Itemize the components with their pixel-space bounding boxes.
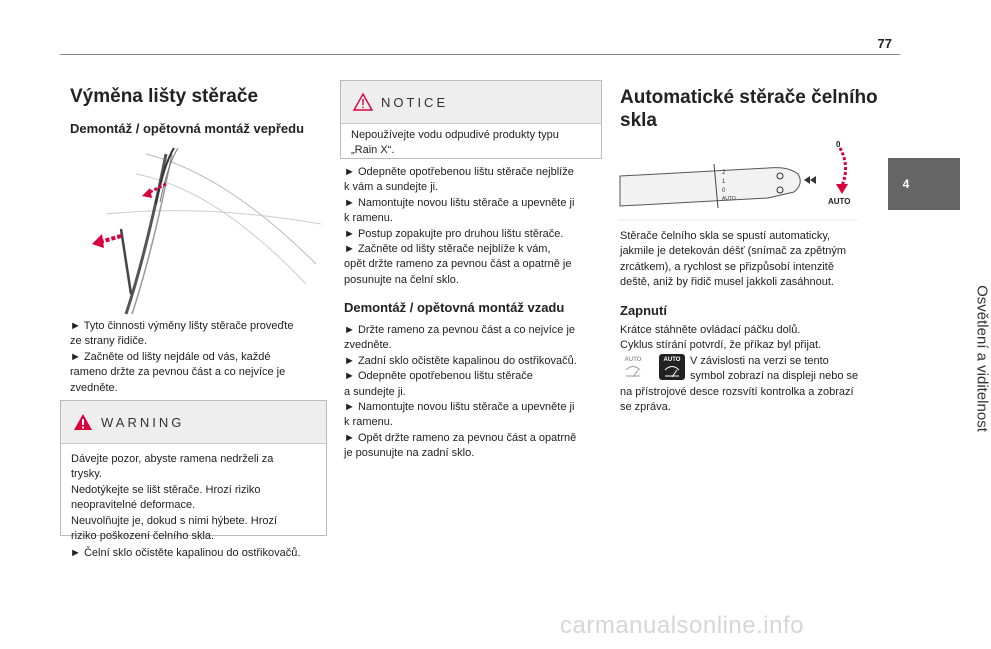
text-line: na přístrojové desce rozsvítí kontrolka a zobrazí (620, 386, 854, 398)
wiper-stalk-illustration (618, 138, 858, 222)
notice-box (340, 80, 602, 159)
text-line: k vám a sundejte ji. (344, 181, 439, 194)
text-line: neopravitelné deformace. (71, 499, 196, 512)
text-line: trysky. (71, 468, 102, 481)
warning-body (61, 444, 326, 552)
auto-wiper-filled-icon (659, 354, 685, 380)
title-line: skla (620, 110, 657, 131)
watermark: carmanualsonline.info (560, 612, 804, 639)
text-line: ► Držte rameno za pevnou část a co nejvíce je (344, 324, 575, 336)
symbol-text (620, 385, 885, 416)
text-line: Krátce stáhněte ovládací páčku dolů. (620, 324, 801, 336)
text-line: k ramenu. (344, 416, 393, 429)
title-line: Automatické stěrače čelního (620, 87, 878, 108)
front-steps-part3 (344, 165, 604, 288)
text-line: riziko poškození čelního skla. (71, 530, 215, 543)
text-line: deště, aniž by řidič musel jakkoli zasáhnout. (620, 276, 834, 289)
notice-icon (353, 93, 373, 111)
warning-header (61, 401, 326, 444)
warning-icon (73, 413, 93, 431)
text-line: ► Opět držte rameno za pevnou část a opatrně (344, 431, 577, 444)
text-line: je posunujte na zadní sklo. (344, 447, 475, 460)
text-line: k ramenu. (344, 212, 393, 225)
activation-text (620, 323, 885, 354)
notice-title: NOTICE (381, 94, 449, 110)
svg-text:1: 1 (722, 179, 726, 185)
chapter-tab-number: 4 (902, 177, 910, 191)
notice-header (341, 81, 601, 124)
text-line: ► Zadní sklo očistěte kapalinou do ostřikovačů. (344, 354, 577, 367)
section-title-wiper-replacement: Výměna lišty stěrače (70, 86, 259, 107)
text-line: ► Tyto činnosti výměny lišty stěrače proveďte (70, 320, 294, 332)
text-line: rameno držte za pevnou část a co nejvíce je (70, 366, 286, 379)
symbol-text-inline (690, 354, 885, 385)
text-line: a sundejte ji. (344, 385, 406, 398)
wiper-stalk-drawing (618, 138, 858, 222)
page-number: 77 (877, 36, 892, 51)
text-line: symbol zobrazí na displeji nebo se (690, 370, 859, 383)
text-line: ► Odepněte opotřebenou lištu stěrače nejblíže (344, 166, 574, 178)
text-line: Neuvolňujte je, dokud s nimi hýbete. Hrozí (71, 514, 278, 527)
front-steps-part2: ► Čelní sklo očistěte kapalinou do ostřikovačů. (70, 547, 301, 559)
svg-text:0: 0 (722, 188, 726, 194)
text-line: ► Namontujte novou lištu stěrače a upevněte ji (344, 401, 575, 414)
text-line: Stěrače čelního skla se spustí automaticky, (620, 230, 831, 242)
text-line: Cyklus stírání potvrdí, že příkaz byl přijat. (620, 339, 822, 352)
svg-text:AUTO: AUTO (722, 196, 736, 202)
subtitle-rear: Demontáž / opětovná montáž vzadu (344, 300, 565, 315)
icon-label: AUTO (624, 356, 642, 363)
text-line: V závislosti na verzi se tento (690, 355, 829, 367)
text-line: ► Namontujte novou lištu stěrače a upevněte ji (344, 196, 575, 209)
notice-body (341, 124, 601, 167)
svg-text:2: 2 (722, 170, 726, 176)
subtitle-front: Demontáž / opětovná montáž vepředu (70, 121, 305, 136)
text-line: Dávejte pozor, abyste ramena nedrželi za (71, 453, 274, 465)
auto-wiper-outline-icon (620, 354, 646, 380)
rear-steps (344, 323, 604, 462)
text-line: jakmile je detekován déšť (snímač za zpětným (620, 245, 847, 258)
subtitle-activation: Zapnutí (620, 303, 667, 318)
text-line: zrcátkem), a rychlost se přizpůsobí intenzitě (620, 260, 834, 273)
icon-label: AUTO (663, 356, 681, 363)
front-wiper-illustration (86, 144, 326, 314)
text-line: „Rain X“. (351, 144, 395, 157)
front-steps-part1 (70, 319, 330, 396)
text-line: opět držte rameno za pevnou část a opatrně je (344, 258, 572, 271)
stalk-auto-label: AUTO (828, 197, 851, 206)
chapter-label: Osvětlení a viditelnost (973, 285, 991, 432)
auto-wiper-description (620, 229, 885, 291)
text-line: ► Začněte od lišty nejdále od vás, každé (70, 350, 271, 363)
text-line: Nepoužívejte vodu odpudivé produkty typu (351, 129, 559, 141)
text-line: ► Začněte od lišty stěrače nejblíže k vám, (344, 243, 551, 256)
text-line: Nedotýkejte se lišt stěrače. Hrozí riziko (71, 483, 261, 496)
warning-box (60, 400, 327, 543)
text-line: zvedněte. (344, 339, 392, 352)
top-rule (60, 54, 900, 55)
text-line: posunujte na čelní sklo. (344, 273, 459, 286)
text-line: se zpráva. (620, 401, 671, 414)
warning-title: WARNING (101, 414, 185, 430)
text-line: ► Odepněte opotřebenou lištu stěrače (344, 370, 533, 383)
text-line: ► Postup zopakujte pro druhou lištu stěrače. (344, 227, 564, 240)
section-title-auto-wipers (620, 86, 880, 132)
stalk-zero-label: 0 (836, 140, 841, 149)
front-wiper-drawing (86, 144, 326, 314)
text-line: zvedněte. (70, 381, 118, 394)
text-line: ze strany řidiče. (70, 335, 148, 348)
